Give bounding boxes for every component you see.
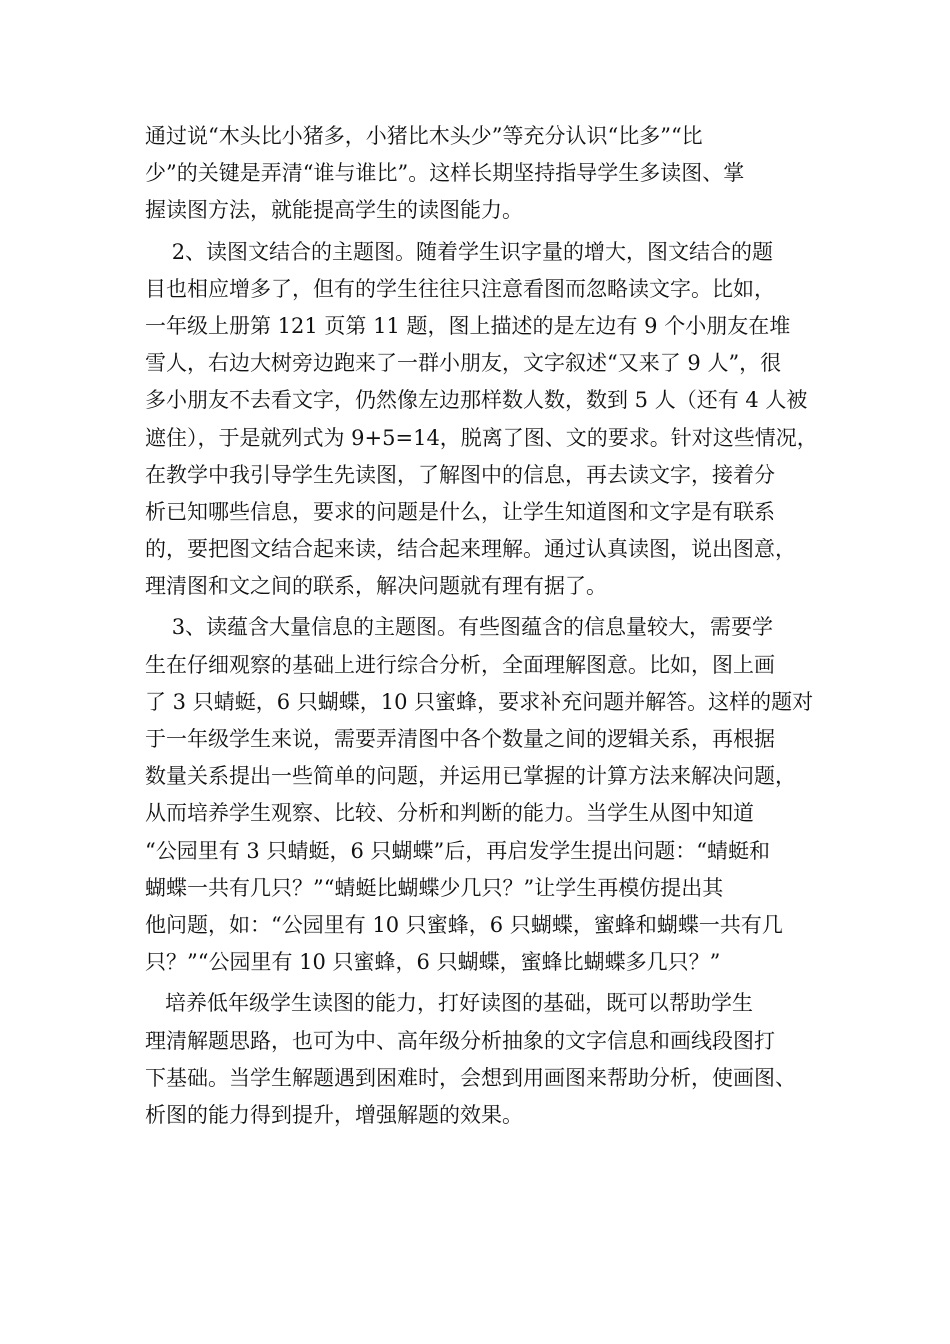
text-line: 析已知哪些信息，要求的问题是什么，让学生知道图和文字是有联系 — [145, 499, 775, 524]
text-line: 遮住），于是就列式为 9+5=14，脱离了图、文的要求。针对这些情况， — [145, 425, 818, 450]
paragraph-3 — [145, 609, 825, 981]
text-line: 多小朋友不去看文字，仍然像左边那样数人数，数到 5 人（还有 4 人被 — [145, 388, 808, 413]
text-line: 只？”“公园里有 10 只蜜蜂，6 只蝴蝶，蜜蜂比蝴蝶多几只？” — [145, 950, 721, 975]
text-line: 生在仔细观察的基础上进行综合分析，全面理解图意。比如，图上画 — [145, 652, 775, 677]
text-line: 目也相应增多了，但有的学生往往只注意看图而忽略读文字。比如， — [145, 276, 775, 301]
text-line: 数量关系提出一些简单的问题，并运用已掌握的计算方法来解决问题， — [145, 764, 796, 789]
text-line: 于一年级学生来说，需要弄清图中各个数量之间的逻辑关系，再根据 — [145, 727, 775, 751]
text-line: 一年级上册第 121 页第 11 题，图上描述的是左边有 9 个小朋友在堆 — [145, 313, 791, 338]
text-line: 他问题，如：“公园里有 10 只蜜蜂，6 只蝴蝶，蜜蜂和蝴蝶一共有几 — [145, 912, 783, 937]
text-line: 理清图和文之间的联系，解决问题就有理有据了。 — [145, 574, 607, 599]
text-line: 蝴蝶一共有几只？”“蜻蜓比蝴蝶少几只？”让学生再模仿提出其 — [145, 875, 724, 900]
text-line: 从而培养学生观察、比较、分析和判断的能力。当学生从图中知道 — [145, 801, 754, 826]
text-line: 3、读蕴含大量信息的主题图。有些图蕴含的信息量较大，需要学 — [145, 615, 774, 640]
text-line: 培养低年级学生读图的能力，打好读图的基础，既可以帮助学生 — [145, 991, 754, 1016]
text-line: 理清解题思路，也可为中、高年级分析抽象的文字信息和画线段图打 — [145, 1028, 775, 1053]
text-line: 的，要把图文结合起来读，结合起来理解。通过认真读图，说出图意， — [145, 537, 796, 562]
document-body — [145, 118, 825, 1134]
paragraph-2 — [145, 234, 825, 606]
text-line: 在教学中我引导学生先读图，了解图中的信息，再去读文字，接着分 — [145, 462, 775, 487]
text-line: 少”的关键是弄清“谁与谁比”。这样长期坚持指导学生多读图、掌 — [145, 161, 745, 186]
text-line: “公园里有 3 只蜻蜓，6 只蝴蝶”后，再启发学生提出问题：“蜻蜓和 — [145, 838, 770, 863]
paragraph-1 — [145, 118, 825, 230]
paragraph-4 — [145, 985, 825, 1134]
text-line: 通过说“木头比小猪多，小猪比木头少”等充分认识“比多”“比 — [145, 124, 703, 148]
text-line: 析图的能力得到提升，增强解题的效果。 — [145, 1102, 523, 1127]
text-line: 了 3 只蜻蜓，6 只蝴蝶，10 只蜜蜂，要求补充问题并解答。这样的题对 — [145, 689, 814, 714]
text-line: 下基础。当学生解题遇到困难时，会想到用画图来帮助分析，使画图、 — [145, 1065, 796, 1090]
text-line: 雪人，右边大树旁边跑来了一群小朋友，文字叙述“又来了 9 人”，很 — [145, 351, 782, 376]
text-line: 2、读图文结合的主题图。随着学生识字量的增大，图文结合的题 — [145, 239, 774, 264]
text-line: 握读图方法，就能提高学生的读图能力。 — [145, 198, 523, 223]
